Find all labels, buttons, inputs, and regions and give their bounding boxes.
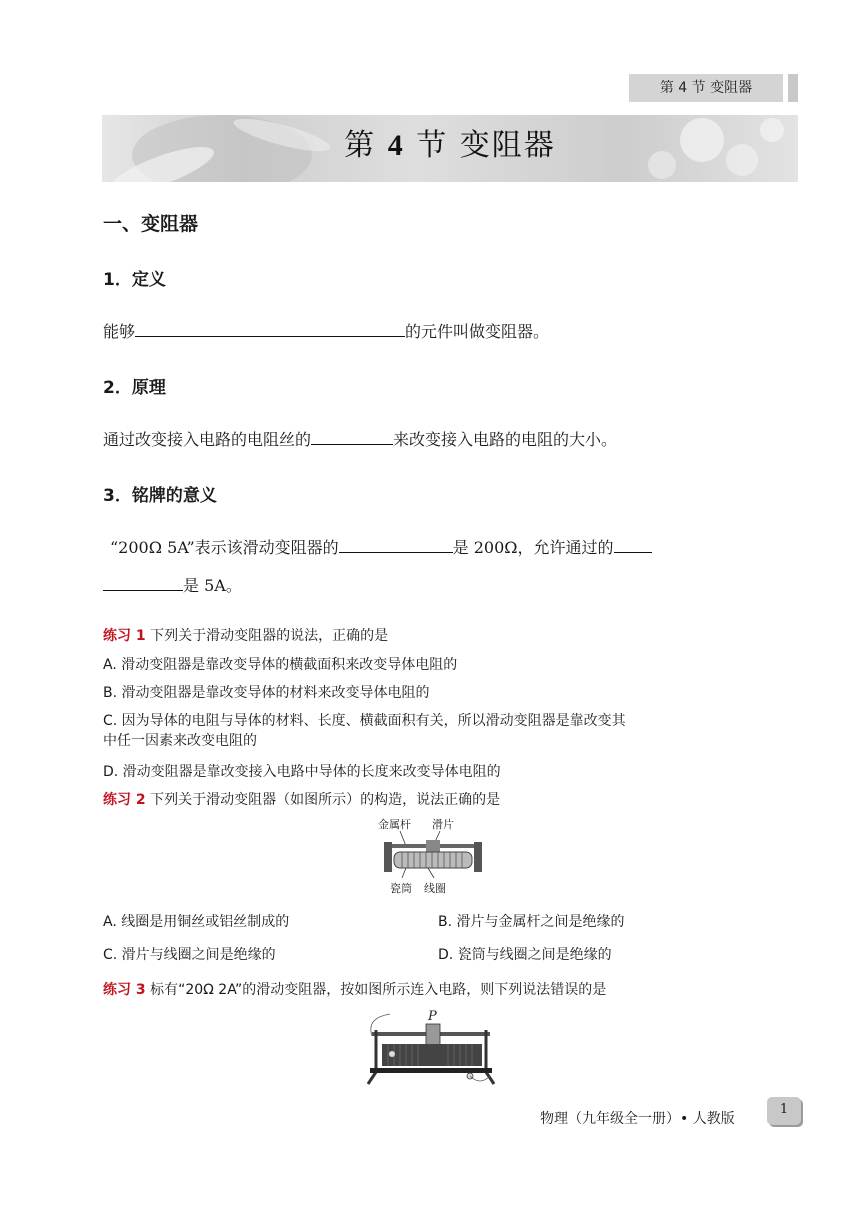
nameplate-blank-1[interactable] [339,535,453,553]
label-metal-rod: 金属杆 [378,818,411,831]
label-slider-p: P [428,1009,437,1024]
exercise-3-label: 练习 3 [103,982,146,998]
nameplate-line1 [110,535,652,559]
coil-body-shape [382,1044,482,1066]
principle-blank[interactable] [311,427,393,445]
nameplate-blank-2b[interactable] [103,573,183,591]
exercise-3-stem [103,980,606,1000]
exercise-1-stem [103,626,388,646]
exercise-1-option-a[interactable]: A. 滑动变阻器是靠改变导体的横截面积来改变导体电阻的 [103,657,458,673]
nameplate-heading: 3．铭牌的意义 [103,486,217,506]
definition-text [103,319,549,343]
rheostat-structure-figure [378,816,488,896]
exercise-1-option-b[interactable]: B. 滑动变阻器是靠改变导体的材料来改变导体电阻的 [103,685,430,701]
nameplate-line2 [103,573,242,597]
exercise-2-option-b[interactable]: B. 滑片与金属杆之间是绝缘的 [438,914,625,930]
exercise-1-option-c-line1: C. 因为导体的电阻与导体的材料、长度、横截面积有关，所以滑动变阻器是靠改变其 [103,713,626,729]
page-number: 1 [767,1097,801,1125]
exercise-1-label: 练习 1 [103,628,146,644]
label-slider: 滑片 [432,818,454,831]
principle-text [103,427,617,451]
principle-heading: 2．原理 [103,378,166,398]
title-prefix: 第 [344,128,377,163]
definition-heading: 1．定义 [103,270,166,290]
coil-shape [394,852,472,868]
exercise-2-option-d[interactable]: D. 瓷筒与线圈之间是绝缘的 [438,947,612,963]
slider-shape [426,840,440,852]
exercise-2-label: 练习 2 [103,792,146,808]
section-heading: 一、变阻器 [103,213,199,235]
page-title [102,115,798,182]
exercise-3-question: 标有“20Ω 2A”的滑动变阻器，按如图所示连入电路，则下列说法错误的是 [150,982,607,998]
exercise-1-option-c-line2: 中任一因素来改变电阻的 [103,733,257,749]
title-suffix: 节 变阻器 [416,128,556,163]
label-coil: 线圈 [424,882,446,895]
definition-before: 能够 [103,322,136,341]
book-info: 物理（九年级全一册）• 人教版 [540,1111,735,1127]
definition-blank[interactable] [135,319,405,337]
exercise-2-option-c[interactable]: C. 滑片与线圈之间是绝缘的 [103,947,276,963]
exercise-1-option-c[interactable] [103,711,626,751]
principle-before: 通过改变接入电路的电阻丝的 [103,430,312,449]
nameplate-line1-b: 是 200Ω，允许通过的 [452,538,614,557]
nameplate-line2-b: 是 5A。 [183,576,242,595]
definition-after: 的元件叫做变阻器。 [405,322,550,341]
nameplate-line1-a: “200Ω 5A”表示该滑动变阻器的 [110,538,339,557]
exercise-2-option-a[interactable]: A. 线圈是用铜丝或铝丝制成的 [103,914,290,930]
header-tab-edge [788,74,798,102]
chapter-header-tab: 第 4 节 变阻器 [629,74,783,102]
exercise-2-question: 下列关于滑动变阻器（如图所示）的构造，说法正确的是 [150,792,501,808]
exercise-1-option-d[interactable]: D. 滑动变阻器是靠改变接入电路中导体的长度来改变导体电阻的 [103,764,501,780]
exercise-1-question: 下列关于滑动变阻器的说法，正确的是 [150,628,389,644]
rheostat-circuit-figure [362,1006,500,1090]
title-number: 4 [387,129,405,162]
principle-after: 来改变接入电路的电阻的大小。 [393,430,618,449]
exercise-2-stem [103,790,500,810]
nameplate-blank-2a[interactable] [614,535,652,553]
slider-p-shape [426,1024,440,1046]
label-porcelain-tube: 瓷筒 [390,882,412,895]
